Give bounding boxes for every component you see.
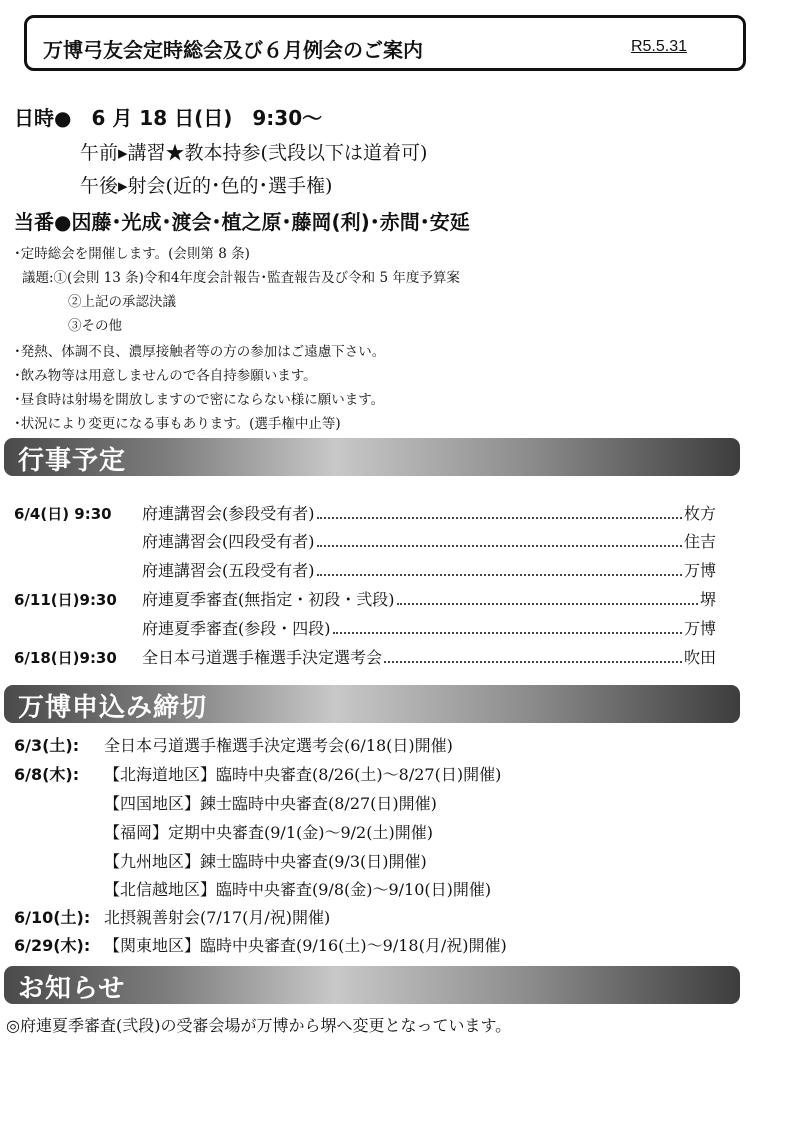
schedule-row	[14, 645, 716, 668]
deadline-row	[14, 905, 330, 928]
deadline-text: 【福岡】定期中央審査(9/1(金)〜9/2(土)開催)	[104, 823, 433, 842]
schedule-row	[14, 529, 716, 552]
schedule-row	[14, 587, 716, 610]
deadline-date: 6/10(土):	[14, 908, 91, 927]
schedule-row	[14, 616, 716, 639]
leader-dots	[317, 517, 682, 519]
schedule-date: 6/11(日)9:30	[14, 591, 117, 609]
schedule-row	[14, 558, 716, 581]
schedule-place: 住吉	[683, 532, 716, 551]
deadline-text: 【九州地区】錬士臨時中央審査(9/3(日)開催)	[104, 852, 427, 871]
schedule-place: 万博	[683, 619, 716, 638]
schedule-date: 6/4(日) 9:30	[14, 505, 112, 523]
schedule-event: 府連講習会(参段受有者)	[142, 504, 315, 523]
leader-dots	[397, 603, 698, 605]
meeting-afternoon: 午後▸射会(近的･色的･選手権)	[80, 175, 333, 197]
deadline-row	[104, 877, 491, 900]
schedule-event: 府連講習会(五段受有者)	[142, 561, 315, 580]
deadline-date: 6/8(木):	[14, 765, 80, 784]
note-item: 議題:①(会則 13 条)令和4年度会計報告･監査報告及び令和 5 年度予算案	[22, 270, 460, 286]
schedule-place: 万博	[683, 561, 716, 580]
leader-dots	[317, 545, 682, 547]
schedule-event: 全日本弓道選手権選手決定選考会	[142, 648, 383, 667]
leader-dots	[317, 574, 682, 576]
note-item: ･定時総会を開催します。(会則第 8 条)	[14, 246, 250, 262]
page-title: 万博弓友会定時総会及び６月例会のご案内	[43, 38, 423, 62]
schedule-place: 堺	[699, 590, 716, 609]
note-item: ･状況により変更になる事もあります。(選手権中止等)	[14, 416, 341, 432]
deadline-row	[14, 933, 507, 956]
schedule-event: 府連夏季審査(無指定・初段・弐段)	[142, 590, 395, 609]
deadline-text: 【北信越地区】臨時中央審査(9/8(金)〜9/10(日)開催)	[104, 880, 492, 899]
deadline-row	[104, 791, 437, 814]
duty-members: 当番●因藤･光成･渡会･植之原･藤岡(利)･赤間･安延	[14, 210, 470, 234]
title-box	[24, 15, 746, 71]
deadline-text: 【関東地区】臨時中央審査(9/16(土)〜9/18(月/祝)開催)	[104, 936, 507, 955]
deadline-date: 6/29(木):	[14, 936, 91, 955]
schedule-event: 府連講習会(四段受有者)	[142, 532, 315, 551]
note-item: ②上記の承認決議	[68, 294, 176, 310]
deadline-text: 全日本弓道選手権選手決定選考会(6/18(日)開催)	[104, 736, 453, 755]
schedule-place: 吹田	[683, 648, 716, 667]
schedule-row	[14, 501, 716, 524]
deadline-text: 【北海道地区】臨時中央審査(8/26(土)〜8/27(日)開催)	[104, 765, 502, 784]
schedule-event: 府連夏季審査(参段・四段)	[142, 619, 331, 638]
deadline-row	[14, 762, 501, 785]
meeting-morning: 午前▸講習★教本持参(弐段以下は道着可)	[80, 142, 428, 164]
note-item: ③その他	[68, 318, 122, 334]
leader-dots	[384, 661, 682, 663]
notice-text: ◎府連夏季審査(弐段)の受審会場が万博から堺へ変更となっています。	[6, 1016, 512, 1035]
note-item: ･飲み物等は用意しませんので各自持参願います。	[14, 368, 317, 384]
section-header-schedule	[4, 438, 740, 476]
section-header-deadline	[4, 685, 740, 723]
schedule-date: 6/18(日)9:30	[14, 649, 117, 667]
deadline-row	[14, 733, 453, 756]
meeting-datetime: 日時● 6 月 18 日(日) 9:30〜	[14, 106, 323, 130]
deadline-date: 6/3(土):	[14, 736, 80, 755]
note-item: ･昼食時は射場を開放しますので密にならない様に願います。	[14, 392, 385, 408]
section-title: 行事予定	[18, 446, 127, 476]
leader-dots	[333, 632, 682, 634]
deadline-text: 北摂親善射会(7/17(月/祝)開催)	[104, 908, 331, 927]
schedule-place: 枚方	[683, 504, 716, 523]
note-item: ･発熱、体調不良、濃厚接触者等の方の参加はご遠慮下さい。	[14, 344, 386, 360]
section-title: お知らせ	[18, 974, 126, 1004]
deadline-row	[104, 820, 433, 843]
section-header-notice	[4, 966, 740, 1004]
issue-date: R5.5.31	[630, 38, 687, 55]
section-title: 万博申込み締切	[18, 693, 208, 723]
deadline-row	[104, 849, 427, 872]
deadline-text: 【四国地区】錬士臨時中央審査(8/27(日)開催)	[104, 794, 437, 813]
